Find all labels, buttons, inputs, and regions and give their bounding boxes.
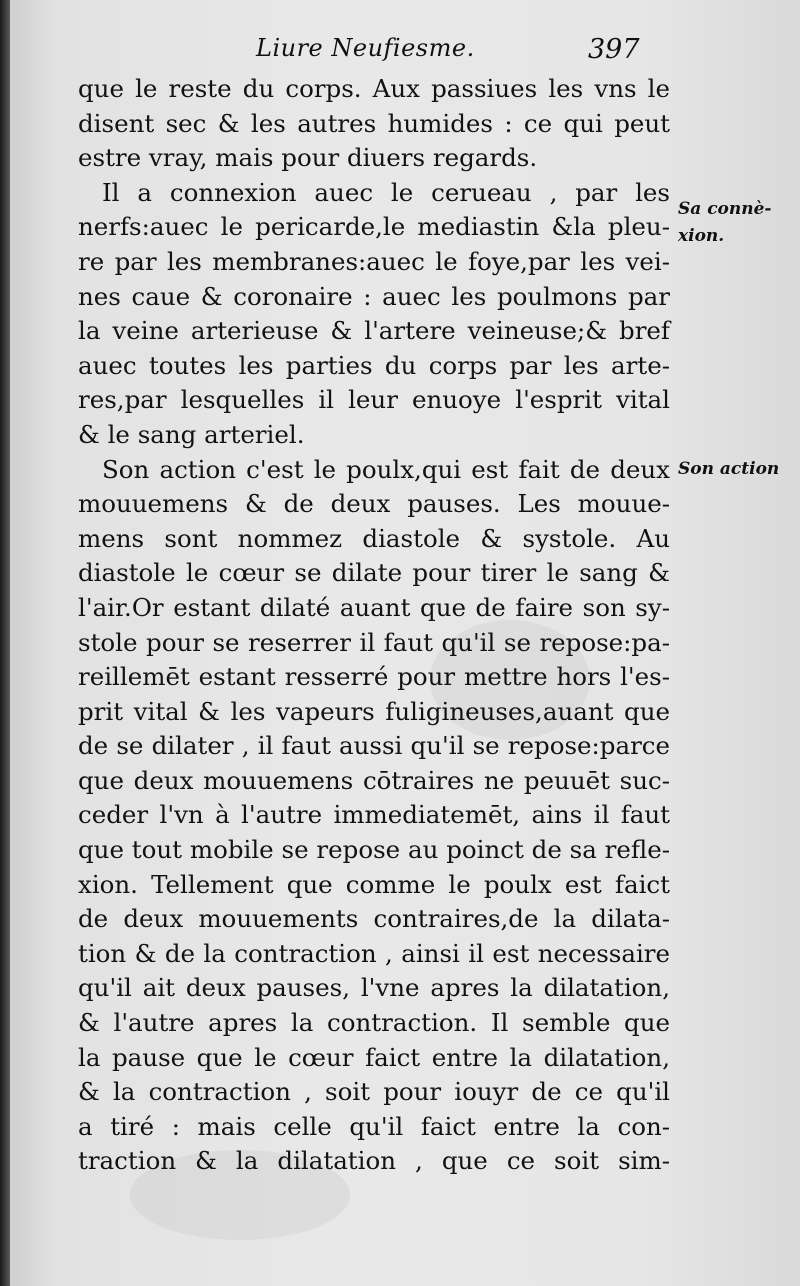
text-line: de se dilater , il faut aussi qu'il se repose:parce — [78, 731, 670, 761]
text-line: res,par lesquelles il leur enuoye l'esprit vital — [78, 385, 670, 415]
text-line: stole pour se reserrer il faut qu'il se repose:pa- — [78, 627, 670, 657]
book-gutter-shadow — [0, 0, 10, 1286]
text-line: auec toutes les parties du corps par les arte- — [78, 350, 670, 380]
text-line: Son action c'est le poulx,qui est fait de deux — [102, 454, 670, 484]
text-line: reillemēt estant resserré pour mettre hors l'es- — [78, 662, 670, 692]
margin-note-line: Sa connè- — [678, 199, 772, 219]
text-line: & l'autre apres la contraction. Il semble que — [78, 1008, 670, 1038]
text-line: prit vital & les vapeurs fuligineuses,auant que — [78, 696, 670, 726]
text-line: re par les membranes:auec le foye,par les vei- — [78, 246, 670, 276]
text-line: diastole le cœur se dilate pour tirer le sang & — [78, 558, 670, 588]
text-line: la pause que le cœur faict entre la dilatation, — [78, 1042, 670, 1072]
text-line: xion. Tellement que comme le poulx est faict — [78, 869, 670, 899]
running-head: Liure Neufiesme. — [256, 34, 475, 62]
text-line: ceder l'vn à l'autre immediatemēt, ains il faut — [78, 800, 670, 830]
text-line: mens sont nommez diastole & systole. Au — [78, 523, 670, 553]
text-line: la veine arterieuse & l'artere veineuse;& bref — [78, 316, 670, 346]
text-line: & le sang arteriel. — [78, 419, 305, 449]
margin-note-line: Son action — [678, 459, 780, 479]
text-line: tion & de la contraction , ainsi il est necessaire — [78, 938, 670, 968]
page-number: 397 — [588, 34, 640, 65]
text-line: que le reste du corps. Aux passiues les vns le — [78, 74, 670, 103]
text-line: nerfs:auec le pericarde,le mediastin &la pleu- — [78, 212, 670, 242]
margin-note-action — [678, 456, 779, 483]
text-line: de deux mouuements contraires,de la dilata- — [78, 904, 670, 934]
margin-note-line: xion. — [678, 226, 725, 246]
text-line: disent sec & les autres humides : ce qui peut — [78, 108, 670, 138]
text-line: estre vray, mais pour diuers regards. — [78, 143, 538, 173]
body-text — [78, 72, 670, 1179]
text-line: que deux mouuemens cōtraires ne peuuēt suc- — [78, 765, 670, 795]
text-line: & la contraction , soit pour iouyr de ce qu'il — [78, 1077, 670, 1107]
text-line: Il a connexion auec le cerueau , par les — [102, 177, 670, 207]
text-line: que tout mobile se repose au poinct de sa refle- — [78, 835, 670, 865]
text-line: qu'il ait deux pauses, l'vne apres la dilatation, — [78, 973, 670, 1003]
text-line: a tiré : mais celle qu'il faict entre la con- — [78, 1111, 670, 1141]
text-line: nes caue & coronaire : auec les poulmons par — [78, 281, 670, 311]
margin-note-connexion — [678, 196, 772, 250]
text-line: traction & la dilatation , que ce soit sim- — [78, 1146, 670, 1176]
text-line: mouuemens & de deux pauses. Les mouue- — [78, 489, 670, 519]
text-line: l'air.Or estant dilaté auant que de faire son sy- — [78, 592, 670, 622]
